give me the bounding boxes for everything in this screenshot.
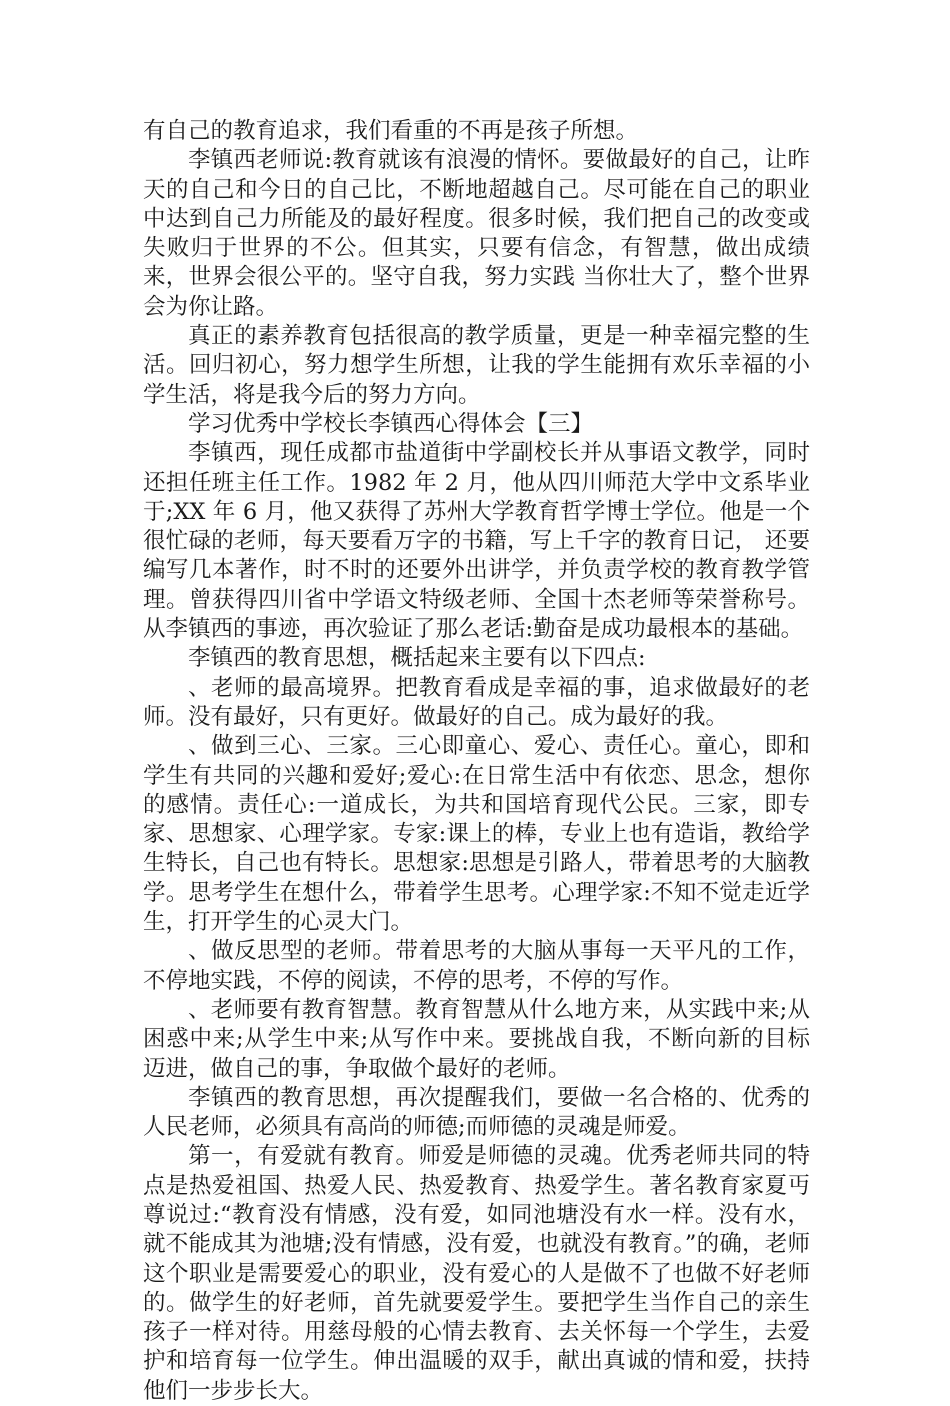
paragraph: 李镇西老师说:教育就该有浪漫的情怀。要做最好的自己，让昨天的自己和今日的自己比，不断地超越自己。尽可能在自己的职业中达到自己力所能及的最好程度。很多时候，我们把自己的改变或失败归于世界的不公。但其实，只要有信念，有智慧，做出成绩来，世界会很公平的。坚守自我，努力实践 当你壮大了，整个世界会为你让路。 — [143, 147, 810, 320]
paragraph: 有自己的教育追求，我们看重的不再是孩子所想。 — [143, 118, 639, 144]
paragraph: 李镇西的教育思想，概括起来主要有以下四点: — [188, 645, 646, 672]
list-item: 、老师要有教育智慧。教育智慧从什么地方来，从实践中来;从困惑中来;从学生中来;从写作中来。要挑战自我，不断向新的目标迈进，做自己的事，争取做个最好的老师。 — [143, 996, 810, 1082]
paragraph: 第一，有爱就有教育。师爱是师德的灵魂。优秀老师共同的特点是热爱祖国、热爱人民、热爱教育、热爱学生。著名教育家夏丏尊说过:“教育没有情感，没有爱，如同池塘没有水一样。没有水，就不能成其为池塘;没有情感，没有爱，也就没有教育。”的确，老师这个职业是需要爱心的职业，没有爱心的人是做不了也做不好老师的。做学生的好老师，首先就要爱学生。要把学生当作自己的亲生孩子一样对待。用慈母般的心情去教育、去关怀每一个学生，去爱护和培育每一位学生。伸出温暖的双手，献出真诚的情和爱，扶持他们一步步长大。 — [143, 1143, 810, 1404]
list-item: 、做到三心、三家。三心即童心、爱心、责任心。童心，即和学生有共同的兴趣和爱好;爱心:在日常生活中有依恋、思念，想你的感情。责任心:一道成长，为共和国培育现代公民。三家，即专家、思想家、心理学家。专家:课上的棒，专业上也有造诣，教给学生特长，自己也有特长。思想家:思想是引路人，带着思考的大脑教学。思考学生在想什么，带着学生思考。心理学家:不知不觉走近学生，打开学生的心灵大门。 — [143, 733, 810, 936]
section-heading: 学习优秀中学校长李镇西心得体会【三】 — [188, 410, 594, 437]
document-page — [143, 117, 810, 1406]
list-item: 、做反思型的老师。带着思考的大脑从事每一天平凡的工作，不停地实践，不停的阅读，不停的思考，不停的写作。 — [143, 938, 810, 994]
paragraph: 真正的素养教育包括很高的教学质量，更是一种幸福完整的生活。回归初心，努力想学生所想，让我的学生能拥有欢乐幸福的小学生活，将是我今后的努力方向。 — [143, 323, 810, 408]
paragraph: 李镇西，现任成都市盐道街中学副校长并从事语文教学，同时还担任班主任工作。1982 年 2 月，他从四川师范大学中文系毕业于;XX 年 6 月，他又获得了苏州大学教育哲学博士学位。他是一个很忙碌的老师，每天要看万字的书籍，写上千字的教育日记， 还要编写几本著作，时不时的还要外出讲学，并负责学校的教育教学管理。曾获得四川省中学语文特级老师、全国十杰老师等荣誉称号。从李镇西的事迹，再次验证了那么老话:勤奋是成功最根本的基础。 — [143, 440, 810, 643]
list-item: 、老师的最高境界。把教育看成是幸福的事，追求做最好的老师。没有最好，只有更好。做最好的自己。成为最好的我。 — [143, 674, 810, 730]
paragraph: 李镇西的教育思想，再次提醒我们，要做一名合格的、优秀的人民老师，必须具有高尚的师德;而师德的灵魂是师爱。 — [143, 1084, 810, 1141]
